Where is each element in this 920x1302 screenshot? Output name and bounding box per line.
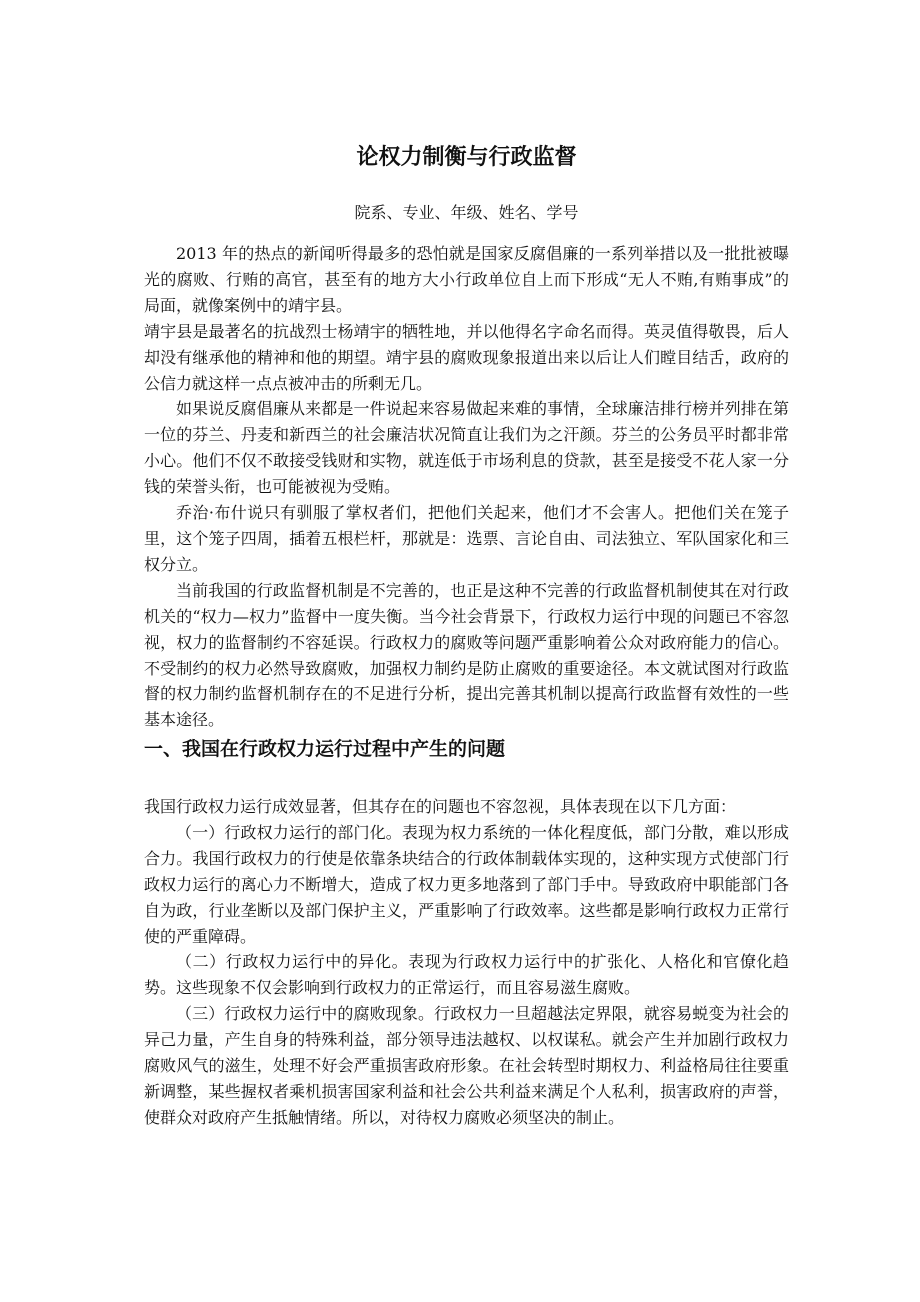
intro-paragraph-2: 靖宇县是最著名的抗战烈士杨靖宇的牺牲地，并以他得名字命名而得。英灵值得敬畏，后人却没有继承他的精神和他的期望。靖宇县的腐败现象报道出来以后让人们瞠目结舌，政府的公信力就这样一点点被冲击的所剩无几。 bbox=[144, 321, 789, 393]
intro-section bbox=[144, 241, 789, 733]
intro-paragraph-5: 当前我国的行政监督机制是不完善的，也正是这种不完善的行政监督机制使其在对行政机关的“权力—权力”监督中一度失衡。当今社会背景下，行政权力运行中现的问题已不容忽视，权力的监督制约不容延误。行政权力的腐败等问题严重影响着公众对政府能力的信心。不受制约的权力必然导致腐败，加强权力制约是防止腐败的重要途径。本文就试图对行政监督的权力制约监督机制存在的不足进行分析，提出完善其机制以提高行政监督有效性的一些基本途径。 bbox=[144, 580, 789, 730]
section-body bbox=[144, 794, 789, 1131]
document-title: 论权力制衡与行政监督 bbox=[356, 145, 577, 170]
section-paragraph-2: （一）行政权力运行的部门化。表现为权力系统的一体化程度低，部门分散，难以形成合力。我国行政权力的行使是依靠条块结合的行政体制载体实现的，这种实现方式使部门行政权力运行的离心力不断增大，造成了权力更多地落到了部门手中。导致政府中职能部门各自为政，行业垄断以及部门保护主义，严重影响了行政效率。这些都是影响行政权力正常行使的严重障碍。 bbox=[144, 822, 789, 946]
section-paragraph-3: （二）行政权力运行中的异化。表现为行政权力运行中的扩张化、人格化和官僚化趋势。这些现象不仅会影响到行政权力的正常运行，而且容易滋生腐败。 bbox=[144, 952, 789, 998]
section-paragraph-1: 我国行政权力运行成效显著，但其存在的问题也不容忽视，具体表现在以下几方面： bbox=[144, 797, 737, 816]
section-heading: 一、我国在行政权力运行过程中产生的问题 bbox=[144, 738, 506, 760]
section-paragraph-4: （三）行政权力运行中的腐败现象。行政权力一旦超越法定界限，就容易蜕变为社会的异己力量，产生自身的特殊利益，部分领导违法越权、以权谋私。就会产生并加剧行政权力腐败风气的滋生，处理不好会严重损害政府形象。在社会转型时期权力、利益格局往往要重新调整，某些握权者乘机损害国家利益和社会公共利益来满足个人私利，损害政府的声誉，使群众对政府产生抵触情绪。所以，对待权力腐败必须坚决的制止。 bbox=[144, 1004, 789, 1127]
intro-paragraph-1: 2013 年的热点的新闻听得最多的恐怕就是国家反腐倡廉的一系列举措以及一批批被曝光的腐败、行贿的高官，甚至有的地方大小行政单位自上而下形成“无人不贿,有贿事成”的局面，就像案例中的靖宇县。 bbox=[144, 244, 789, 315]
author-line: 院系、专业、年级、姓名、学号 bbox=[354, 203, 579, 222]
intro-paragraph-4: 乔治·布什说只有驯服了掌权者们，把他们关起来，他们才不会害人。把他们关在笼子里，这个笼子四周，插着五根栏杆，那就是：选票、言论自由、司法独立、军队国家化和三权分立。 bbox=[144, 503, 789, 574]
intro-paragraph-3: 如果说反腐倡廉从来都是一件说起来容易做起来难的事情，全球廉洁排行榜并列排在第一位的芬兰、丹麦和新西兰的社会廉洁状况简直让我们为之汗颜。芬兰的公务员平时都非常小心。他们不仅不敢接受钱财和实物，就连低于市场利息的贷款，甚至是接受不花人家一分钱的荣誉头衔，也可能被视为受贿。 bbox=[144, 399, 789, 497]
